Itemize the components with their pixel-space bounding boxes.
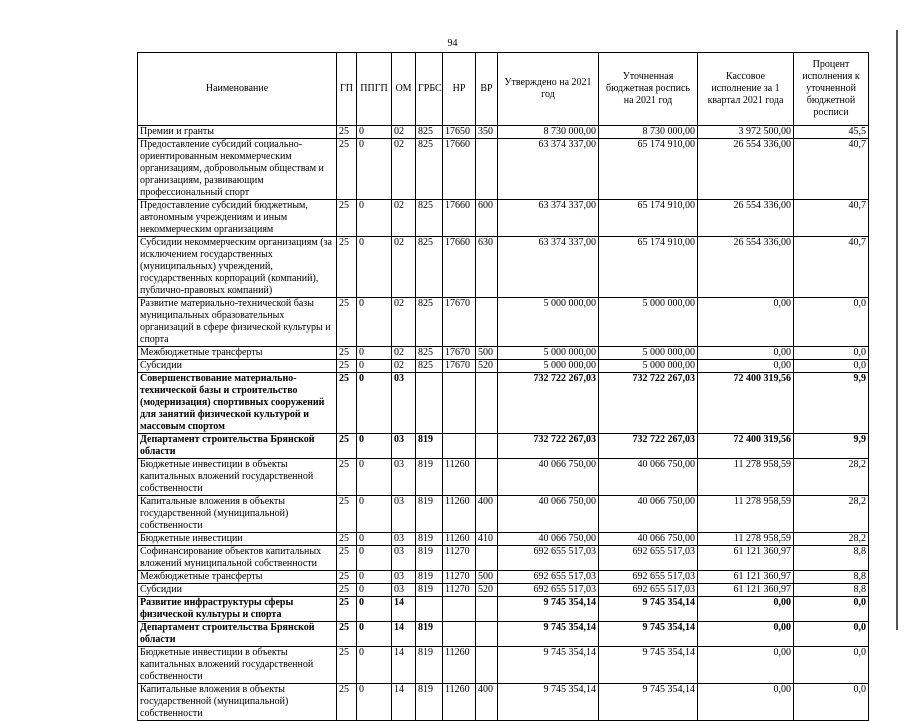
- cell-ppgp: 0: [357, 584, 392, 597]
- cell-approved: 63 374 337,00: [498, 237, 599, 298]
- cell-gp: 25: [337, 237, 357, 298]
- cell-grbs: 825: [416, 126, 443, 139]
- cell-np: 11260: [443, 533, 476, 546]
- cell-om: 03: [392, 496, 416, 533]
- cell-vr: 600: [476, 200, 498, 237]
- cell-vr: [476, 298, 498, 347]
- cell-refined: 692 655 517,03: [599, 546, 698, 571]
- cell-gp: 25: [337, 597, 357, 622]
- page-number: 94: [447, 38, 458, 49]
- budget-execution-table: [137, 52, 869, 721]
- cell-percent: 0,0: [794, 298, 869, 347]
- cell-vr: 500: [476, 571, 498, 584]
- cell-cash: 72 400 319,56: [698, 434, 794, 459]
- cell-refined: 5 000 000,00: [599, 347, 698, 360]
- header-refined: Уточненная бюджетная роспись на 2021 год: [599, 53, 698, 126]
- cell-name: Развитие инфраструктуры сферы физической культуры и спорта: [138, 597, 337, 622]
- cell-cash: 0,00: [698, 622, 794, 647]
- header-gp: ГП: [337, 53, 357, 126]
- header-om: ОМ: [392, 53, 416, 126]
- cell-percent: 0,0: [794, 360, 869, 373]
- cell-np: [443, 434, 476, 459]
- cell-grbs: 825: [416, 200, 443, 237]
- cell-percent: 40,7: [794, 237, 869, 298]
- cell-refined: 9 745 354,14: [599, 622, 698, 647]
- table-row: [138, 571, 869, 584]
- cell-grbs: 819: [416, 684, 443, 721]
- cell-name: Предоставление субсидий бюджетным, автономным учреждениям и иным некоммерческим организациям: [138, 200, 337, 237]
- table-row: [138, 200, 869, 237]
- cell-gp: 25: [337, 622, 357, 647]
- cell-cash: 11 278 958,59: [698, 459, 794, 496]
- page-edge-mark: [896, 30, 901, 630]
- cell-gp: 25: [337, 298, 357, 347]
- cell-cash: 26 554 336,00: [698, 237, 794, 298]
- cell-np: 11270: [443, 546, 476, 571]
- cell-percent: 40,7: [794, 200, 869, 237]
- cell-name: Субсидии: [138, 584, 337, 597]
- cell-gp: 25: [337, 360, 357, 373]
- cell-percent: 28,2: [794, 533, 869, 546]
- cell-vr: 520: [476, 360, 498, 373]
- cell-name: Бюджетные инвестиции в объекты капитальных вложений государственной собственности: [138, 647, 337, 684]
- cell-np: 11260: [443, 647, 476, 684]
- cell-grbs: 819: [416, 496, 443, 533]
- cell-vr: [476, 459, 498, 496]
- cell-grbs: 819: [416, 622, 443, 647]
- cell-gp: 25: [337, 533, 357, 546]
- cell-approved: 732 722 267,03: [498, 373, 599, 434]
- table-body: [138, 126, 869, 721]
- cell-ppgp: 0: [357, 546, 392, 571]
- cell-grbs: 819: [416, 546, 443, 571]
- cell-percent: 8,8: [794, 571, 869, 584]
- cell-ppgp: 0: [357, 373, 392, 434]
- cell-vr: [476, 139, 498, 200]
- cell-percent: 9,9: [794, 373, 869, 434]
- cell-refined: 692 655 517,03: [599, 571, 698, 584]
- table-row: [138, 139, 869, 200]
- cell-refined: 9 745 354,14: [599, 684, 698, 721]
- cell-ppgp: 0: [357, 684, 392, 721]
- cell-percent: 45,5: [794, 126, 869, 139]
- cell-refined: 40 066 750,00: [599, 459, 698, 496]
- cell-gp: 25: [337, 459, 357, 496]
- cell-percent: 28,2: [794, 496, 869, 533]
- cell-cash: 61 121 360,97: [698, 546, 794, 571]
- cell-np: 11260: [443, 496, 476, 533]
- cell-np: [443, 597, 476, 622]
- cell-np: [443, 622, 476, 647]
- cell-percent: 0,0: [794, 597, 869, 622]
- cell-name: Премии и гранты: [138, 126, 337, 139]
- cell-np: 17660: [443, 237, 476, 298]
- cell-om: 03: [392, 459, 416, 496]
- cell-approved: 692 655 517,03: [498, 584, 599, 597]
- cell-vr: 630: [476, 237, 498, 298]
- cell-name: Бюджетные инвестиции: [138, 533, 337, 546]
- cell-refined: 692 655 517,03: [599, 584, 698, 597]
- table-header-row: [138, 53, 869, 126]
- table-row: [138, 434, 869, 459]
- cell-gp: 25: [337, 373, 357, 434]
- cell-grbs: 819: [416, 434, 443, 459]
- cell-approved: 63 374 337,00: [498, 200, 599, 237]
- cell-np: 17670: [443, 360, 476, 373]
- table-row: [138, 584, 869, 597]
- cell-vr: 410: [476, 533, 498, 546]
- cell-vr: 400: [476, 496, 498, 533]
- cell-cash: 0,00: [698, 647, 794, 684]
- cell-cash: 11 278 958,59: [698, 496, 794, 533]
- cell-gp: 25: [337, 584, 357, 597]
- cell-om: 03: [392, 373, 416, 434]
- cell-refined: 9 745 354,14: [599, 597, 698, 622]
- cell-om: 03: [392, 546, 416, 571]
- cell-percent: 28,2: [794, 459, 869, 496]
- cell-grbs: 819: [416, 584, 443, 597]
- cell-cash: 61 121 360,97: [698, 584, 794, 597]
- table-row: [138, 622, 869, 647]
- cell-cash: 72 400 319,56: [698, 373, 794, 434]
- cell-cash: 3 972 500,00: [698, 126, 794, 139]
- cell-vr: [476, 373, 498, 434]
- cell-percent: 0,0: [794, 684, 869, 721]
- cell-gp: 25: [337, 647, 357, 684]
- cell-om: 02: [392, 139, 416, 200]
- cell-refined: 40 066 750,00: [599, 496, 698, 533]
- cell-gp: 25: [337, 434, 357, 459]
- cell-np: [443, 373, 476, 434]
- header-approved: Утверждено на 2021 год: [498, 53, 599, 126]
- cell-gp: 25: [337, 139, 357, 200]
- cell-name: Межбюджетные трансферты: [138, 571, 337, 584]
- cell-approved: 692 655 517,03: [498, 546, 599, 571]
- cell-refined: 9 745 354,14: [599, 647, 698, 684]
- cell-np: 11260: [443, 459, 476, 496]
- cell-name: Субсидии некоммерческим организациям (за исключением государственных (муниципальных) учреждений, государственных корпораций (компаний), публично-правовых компаний): [138, 237, 337, 298]
- cell-ppgp: 0: [357, 533, 392, 546]
- cell-approved: 8 730 000,00: [498, 126, 599, 139]
- cell-om: 02: [392, 347, 416, 360]
- cell-percent: 8,8: [794, 546, 869, 571]
- cell-np: 11260: [443, 684, 476, 721]
- cell-om: 14: [392, 684, 416, 721]
- cell-om: 02: [392, 360, 416, 373]
- cell-grbs: 819: [416, 647, 443, 684]
- cell-refined: 65 174 910,00: [599, 200, 698, 237]
- cell-grbs: 819: [416, 459, 443, 496]
- table-row: [138, 373, 869, 434]
- cell-ppgp: 0: [357, 360, 392, 373]
- header-cash: Кассовое исполнение за 1 квартал 2021 года: [698, 53, 794, 126]
- cell-vr: [476, 647, 498, 684]
- table-row: [138, 597, 869, 622]
- cell-cash: 26 554 336,00: [698, 200, 794, 237]
- cell-refined: 732 722 267,03: [599, 434, 698, 459]
- table-row: [138, 347, 869, 360]
- cell-grbs: 825: [416, 237, 443, 298]
- cell-cash: 0,00: [698, 347, 794, 360]
- cell-vr: [476, 597, 498, 622]
- cell-np: 17660: [443, 200, 476, 237]
- cell-om: 03: [392, 533, 416, 546]
- cell-percent: 9,9: [794, 434, 869, 459]
- table-row: [138, 298, 869, 347]
- cell-np: 17650: [443, 126, 476, 139]
- cell-gp: 25: [337, 126, 357, 139]
- cell-ppgp: 0: [357, 139, 392, 200]
- header-np: НР: [443, 53, 476, 126]
- cell-approved: 9 745 354,14: [498, 597, 599, 622]
- cell-ppgp: 0: [357, 200, 392, 237]
- cell-grbs: 825: [416, 360, 443, 373]
- cell-om: 14: [392, 622, 416, 647]
- cell-name: Межбюджетные трансферты: [138, 347, 337, 360]
- table-row: [138, 237, 869, 298]
- cell-ppgp: 0: [357, 237, 392, 298]
- cell-approved: 40 066 750,00: [498, 533, 599, 546]
- cell-grbs: [416, 597, 443, 622]
- cell-grbs: 825: [416, 298, 443, 347]
- cell-np: 17660: [443, 139, 476, 200]
- cell-percent: 0,0: [794, 647, 869, 684]
- cell-om: 03: [392, 584, 416, 597]
- cell-cash: 0,00: [698, 684, 794, 721]
- cell-approved: 40 066 750,00: [498, 459, 599, 496]
- cell-refined: 40 066 750,00: [599, 533, 698, 546]
- cell-vr: 350: [476, 126, 498, 139]
- cell-name: Бюджетные инвестиции в объекты капитальных вложений государственной собственности: [138, 459, 337, 496]
- header-ppgp: ППГП: [357, 53, 392, 126]
- cell-percent: 8,8: [794, 584, 869, 597]
- cell-name: Предоставление субсидий социально-ориентированным некоммерческим организациям, добровольным обществам и организациям, развивающим профессиональный спорт: [138, 139, 337, 200]
- cell-ppgp: 0: [357, 298, 392, 347]
- cell-refined: 8 730 000,00: [599, 126, 698, 139]
- cell-vr: [476, 546, 498, 571]
- cell-name: Департамент строительства Брянской области: [138, 622, 337, 647]
- cell-ppgp: 0: [357, 496, 392, 533]
- cell-vr: 400: [476, 684, 498, 721]
- cell-cash: 0,00: [698, 298, 794, 347]
- header-percent: Процент исполнения к уточненной бюджетной росписи: [794, 53, 869, 126]
- table-row: [138, 459, 869, 496]
- cell-approved: 5 000 000,00: [498, 298, 599, 347]
- cell-name: Департамент строительства Брянской области: [138, 434, 337, 459]
- cell-ppgp: 0: [357, 347, 392, 360]
- table-row: [138, 360, 869, 373]
- cell-percent: 0,0: [794, 347, 869, 360]
- cell-cash: 26 554 336,00: [698, 139, 794, 200]
- table-row: [138, 684, 869, 721]
- cell-refined: 65 174 910,00: [599, 139, 698, 200]
- cell-name: Капитальные вложения в объекты государственной (муниципальной) собственности: [138, 496, 337, 533]
- header-grbs: ГРБС: [416, 53, 443, 126]
- cell-approved: 9 745 354,14: [498, 684, 599, 721]
- cell-refined: 732 722 267,03: [599, 373, 698, 434]
- cell-refined: 5 000 000,00: [599, 360, 698, 373]
- cell-om: 02: [392, 298, 416, 347]
- cell-cash: 61 121 360,97: [698, 571, 794, 584]
- cell-percent: 40,7: [794, 139, 869, 200]
- cell-grbs: 819: [416, 571, 443, 584]
- cell-approved: 5 000 000,00: [498, 360, 599, 373]
- cell-om: 03: [392, 434, 416, 459]
- header-vr: ВР: [476, 53, 498, 126]
- cell-name: Софинансирование объектов капитальных вложений муниципальной собственности: [138, 546, 337, 571]
- cell-grbs: 825: [416, 347, 443, 360]
- cell-gp: 25: [337, 200, 357, 237]
- cell-gp: 25: [337, 546, 357, 571]
- cell-vr: 500: [476, 347, 498, 360]
- cell-ppgp: 0: [357, 622, 392, 647]
- table-row: [138, 533, 869, 546]
- cell-ppgp: 0: [357, 647, 392, 684]
- cell-refined: 5 000 000,00: [599, 298, 698, 347]
- table-row: [138, 496, 869, 533]
- table-row: [138, 126, 869, 139]
- cell-gp: 25: [337, 571, 357, 584]
- cell-name: Совершенствование материально-технической базы и строительство (модернизация) спортивных сооружений для занятий физической культурой и массовым спортом: [138, 373, 337, 434]
- cell-refined: 65 174 910,00: [599, 237, 698, 298]
- cell-approved: 5 000 000,00: [498, 347, 599, 360]
- cell-grbs: 825: [416, 139, 443, 200]
- cell-percent: 0,0: [794, 622, 869, 647]
- cell-cash: 0,00: [698, 597, 794, 622]
- cell-ppgp: 0: [357, 571, 392, 584]
- cell-np: 11270: [443, 571, 476, 584]
- table-row: [138, 546, 869, 571]
- cell-vr: [476, 434, 498, 459]
- cell-approved: 63 374 337,00: [498, 139, 599, 200]
- cell-name: Развитие материально-технической базы муниципальных образовательных организаций в сфере физической культуры и спорта: [138, 298, 337, 347]
- cell-name: Субсидии: [138, 360, 337, 373]
- cell-np: 17670: [443, 347, 476, 360]
- cell-grbs: 819: [416, 533, 443, 546]
- cell-om: 02: [392, 200, 416, 237]
- cell-np: 11270: [443, 584, 476, 597]
- cell-approved: 9 745 354,14: [498, 622, 599, 647]
- cell-vr: [476, 622, 498, 647]
- cell-gp: 25: [337, 496, 357, 533]
- cell-approved: 9 745 354,14: [498, 647, 599, 684]
- cell-om: 03: [392, 571, 416, 584]
- cell-gp: 25: [337, 347, 357, 360]
- cell-ppgp: 0: [357, 126, 392, 139]
- table-row: [138, 647, 869, 684]
- cell-om: 02: [392, 237, 416, 298]
- cell-cash: 11 278 958,59: [698, 533, 794, 546]
- cell-vr: 520: [476, 584, 498, 597]
- cell-grbs: [416, 373, 443, 434]
- budget-table-container: [137, 52, 869, 721]
- cell-approved: 692 655 517,03: [498, 571, 599, 584]
- cell-approved: 732 722 267,03: [498, 434, 599, 459]
- cell-ppgp: 0: [357, 459, 392, 496]
- cell-np: 17670: [443, 298, 476, 347]
- cell-name: Капитальные вложения в объекты государственной (муниципальной) собственности: [138, 684, 337, 721]
- cell-om: 14: [392, 597, 416, 622]
- header-name: Наименование: [138, 53, 337, 126]
- cell-ppgp: 0: [357, 597, 392, 622]
- cell-ppgp: 0: [357, 434, 392, 459]
- cell-om: 02: [392, 126, 416, 139]
- cell-cash: 0,00: [698, 360, 794, 373]
- cell-gp: 25: [337, 684, 357, 721]
- cell-approved: 40 066 750,00: [498, 496, 599, 533]
- cell-om: 14: [392, 647, 416, 684]
